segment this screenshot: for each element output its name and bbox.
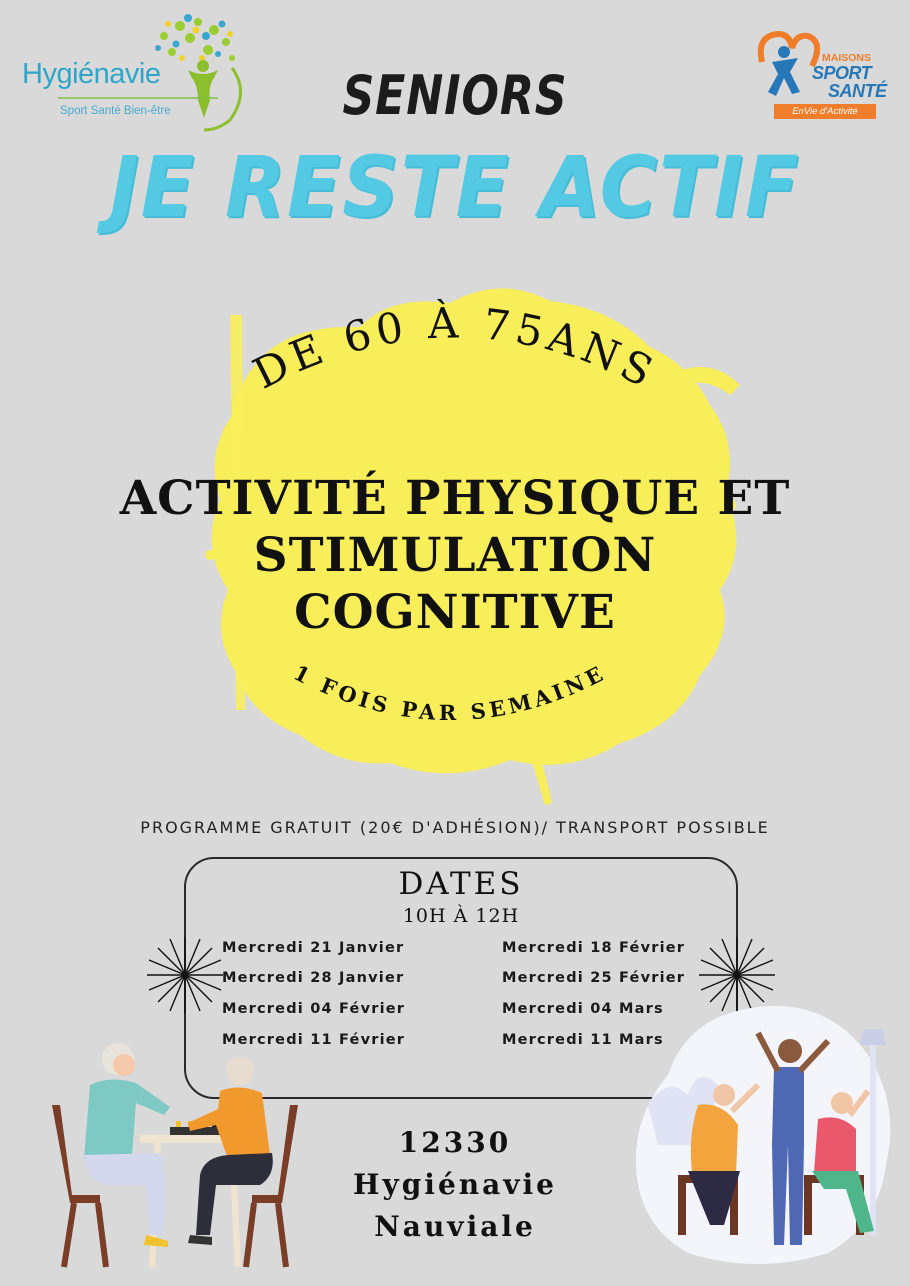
activity-line1: ACTIVITÉ PHYSIQUE ET — [119, 471, 791, 526]
date-item: Mercredi 18 Février — [502, 940, 686, 956]
date-item: Mercredi 04 Mars — [502, 1001, 664, 1017]
logo-line2: SPORT — [812, 63, 872, 83]
date-item: Mercredi 11 Février — [222, 1032, 406, 1048]
date-item: Mercredi 04 Février — [222, 1001, 406, 1017]
logo-tagline: EnVie d'Activité — [774, 104, 876, 119]
frequency-text: 1 FOIS PAR SEMAINE — [289, 659, 611, 726]
logo-tagline: Sport Santé Bien-être — [60, 105, 171, 117]
age-range-text: DE 60 À 75ANS — [245, 298, 665, 399]
address-postcode: 12330 — [398, 1126, 512, 1159]
headline-title: JE RESTE ACTIF — [109, 138, 801, 236]
date-item: Mercredi 28 Janvier — [222, 970, 405, 986]
logo-name: Hygiénavie — [22, 58, 161, 90]
dates-hours: 10H À 12H — [402, 905, 520, 927]
seniors-chess-illustration — [40, 1035, 310, 1270]
address-block — [300, 1122, 610, 1248]
date-item: Mercredi 11 Mars — [502, 1032, 664, 1048]
logo-line3: SANTÉ — [828, 81, 887, 101]
activity-line2: STIMULATION — [253, 528, 657, 583]
address-place: Hygiénavie — [353, 1168, 557, 1201]
dates-title: DATES — [398, 866, 524, 902]
activity-line3: COGNITIVE — [294, 585, 616, 640]
date-item: Mercredi 25 Février — [502, 970, 686, 986]
programme-note: PROGRAMME GRATUIT (20€ D'ADHÉSION)/ TRANSPORT POSSIBLE — [140, 818, 770, 837]
starburst-left-icon — [145, 935, 225, 1015]
date-item: Mercredi 21 Janvier — [222, 940, 405, 956]
logo-line1: MAISONS — [822, 52, 872, 64]
address-town: Nauviale — [374, 1210, 536, 1243]
seniors-exercise-illustration — [628, 995, 903, 1265]
activity-title — [0, 470, 910, 641]
audience-title: SENIORS — [342, 64, 568, 127]
